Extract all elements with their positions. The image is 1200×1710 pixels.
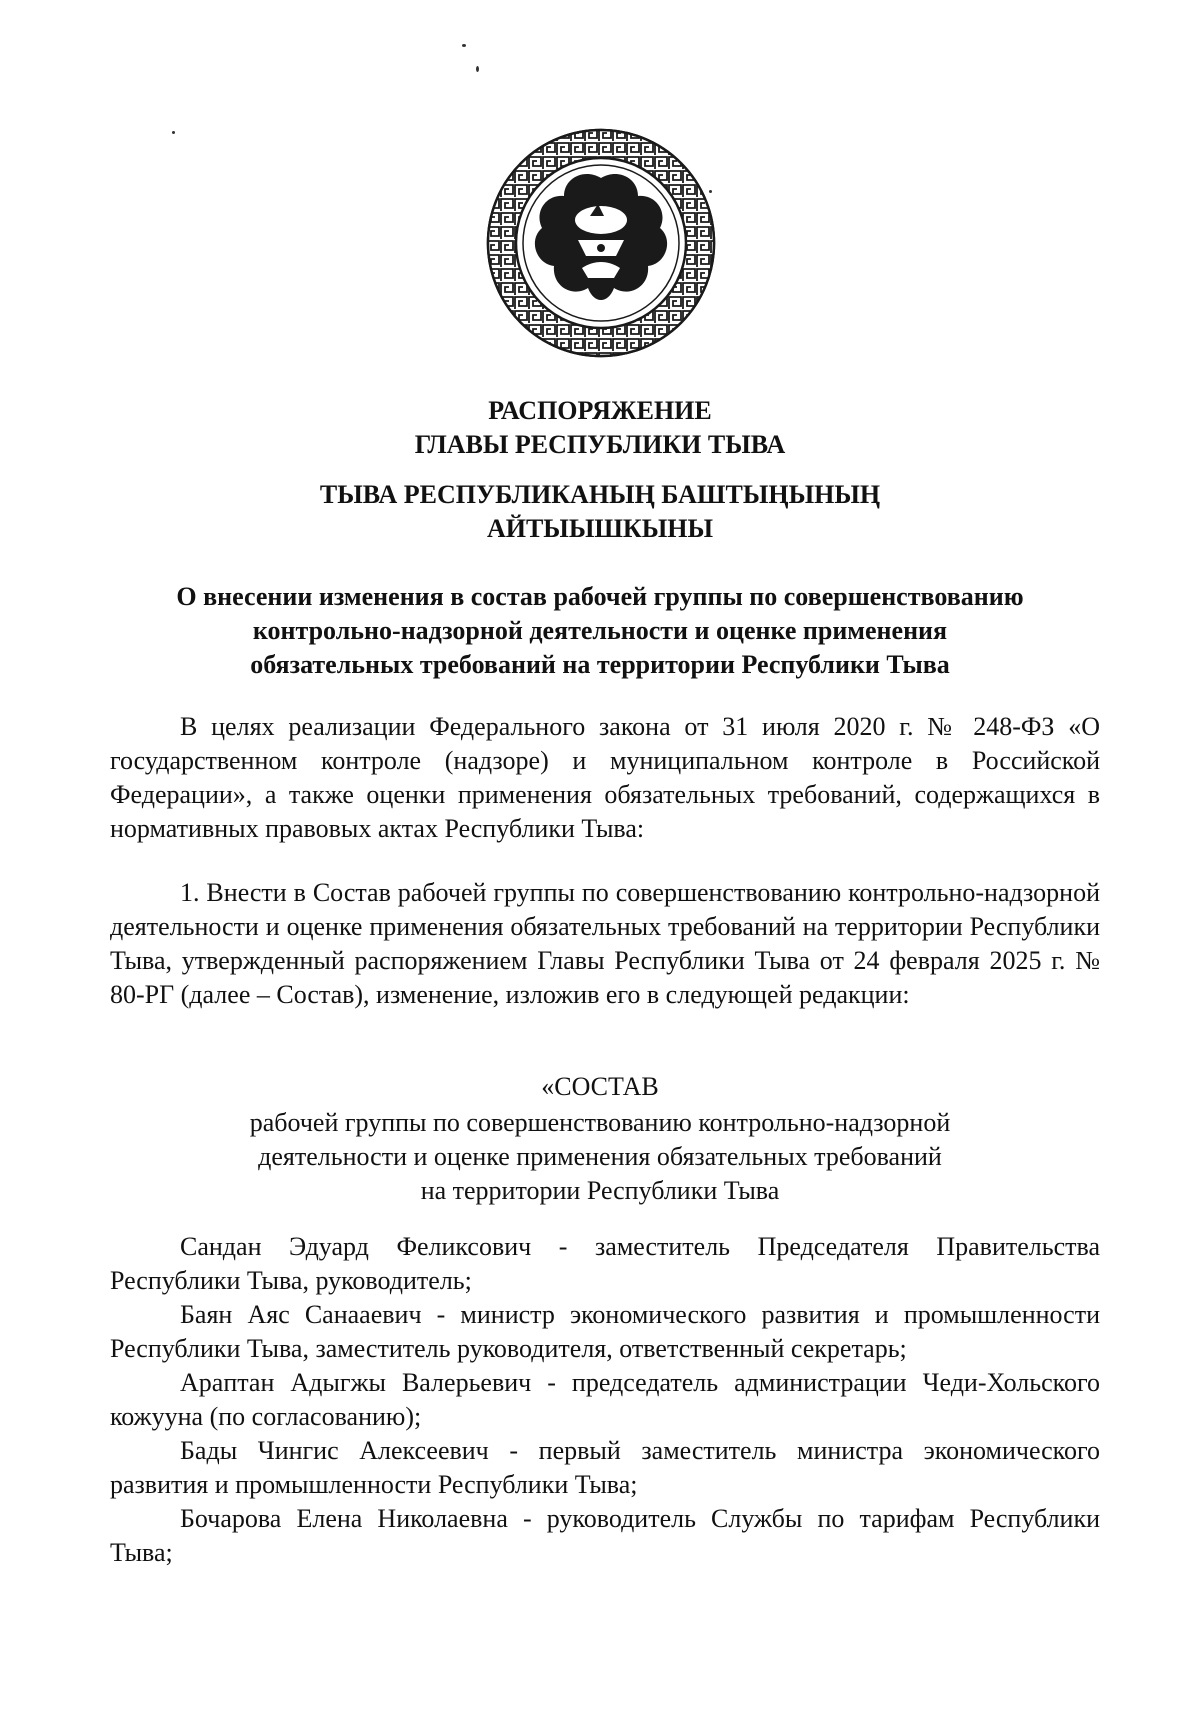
heading-line: ГЛАВЫ РЕСПУБЛИКИ ТЫВА	[414, 430, 786, 459]
subtitle-line: на территории Республики Тыва	[420, 1176, 780, 1205]
member-entry: Бады Чингис Алексеевич - первый заместитель министра экономического развития и промышленности Республики Тыва;	[110, 1436, 1100, 1499]
composition-subtitle	[200, 1106, 1000, 1208]
subject-line: обязательных требований на территории Республики Тыва	[250, 650, 950, 679]
scan-speck	[709, 190, 712, 193]
member-entry: Баян Аяс Санаaевич - министр экономического развития и промышленности Республики Тыва, заместитель руководителя, ответственный секретарь;	[110, 1300, 1100, 1363]
members-list	[110, 1230, 1100, 1570]
subtitle-line: деятельности и оценке применения обязательных требований	[258, 1142, 942, 1171]
item-1-paragraph: 1. Внести в Состав рабочей группы по совершенствованию контрольно-надзорной деятельности и оценке применения обязательных требований на территории Республики Тыва, утвержденный распоряжением Главы Республики Тыва от 24 февраля 2025 г. № 80-РГ (далее – Состав), изменение, изложив его в следующей редакции:	[110, 878, 1100, 1009]
member-entry: Арaптан Адыгжы Валерьевич - председатель администрации Чеди-Хольского кожууна (по согласованию);	[110, 1368, 1100, 1431]
subtitle-line: рабочей группы по совершенствованию контрольно-надзорной	[249, 1108, 951, 1137]
scan-speck	[462, 44, 466, 47]
coat-of-arms-emblem	[486, 128, 716, 358]
preamble-paragraph: В целях реализации Федерального закона от 31 июля 2020 г. № 248-ФЗ «О государственном контроле (надзоре) и муниципальном контроле в Российской Федерации», а также оценки применения обязательных требований, содержащихся в нормативных правовых актах Республики Тыва:	[110, 712, 1100, 843]
member-entry: Бочарова Елена Николаевна - руководитель Службы по тарифам Республики Тыва;	[110, 1504, 1100, 1567]
heading-line: РАСПОРЯЖЕНИЕ	[488, 396, 712, 425]
document-type-heading-ru	[0, 394, 1200, 462]
composition-title: «СОСТАВ	[541, 1072, 659, 1101]
heading-line: АЙТЫЫШКЫНЫ	[486, 514, 714, 543]
document-subject	[110, 580, 1090, 682]
scan-speck	[172, 131, 175, 134]
subject-line: контрольно-надзорной деятельности и оценке применения	[252, 616, 948, 645]
member-entry: Сандан Эдуард Феликсович - заместитель Председателя Правительства Республики Тыва, руководитель;	[110, 1232, 1100, 1295]
document-type-heading-tv	[0, 478, 1200, 546]
scan-speck	[476, 66, 479, 72]
heading-line: ТЫВА РЕСПУБЛИКАНЫҢ БАШТЫҢЫНЫҢ	[319, 480, 881, 509]
subject-line: О внесении изменения в состав рабочей группы по совершенствованию	[176, 582, 1024, 611]
